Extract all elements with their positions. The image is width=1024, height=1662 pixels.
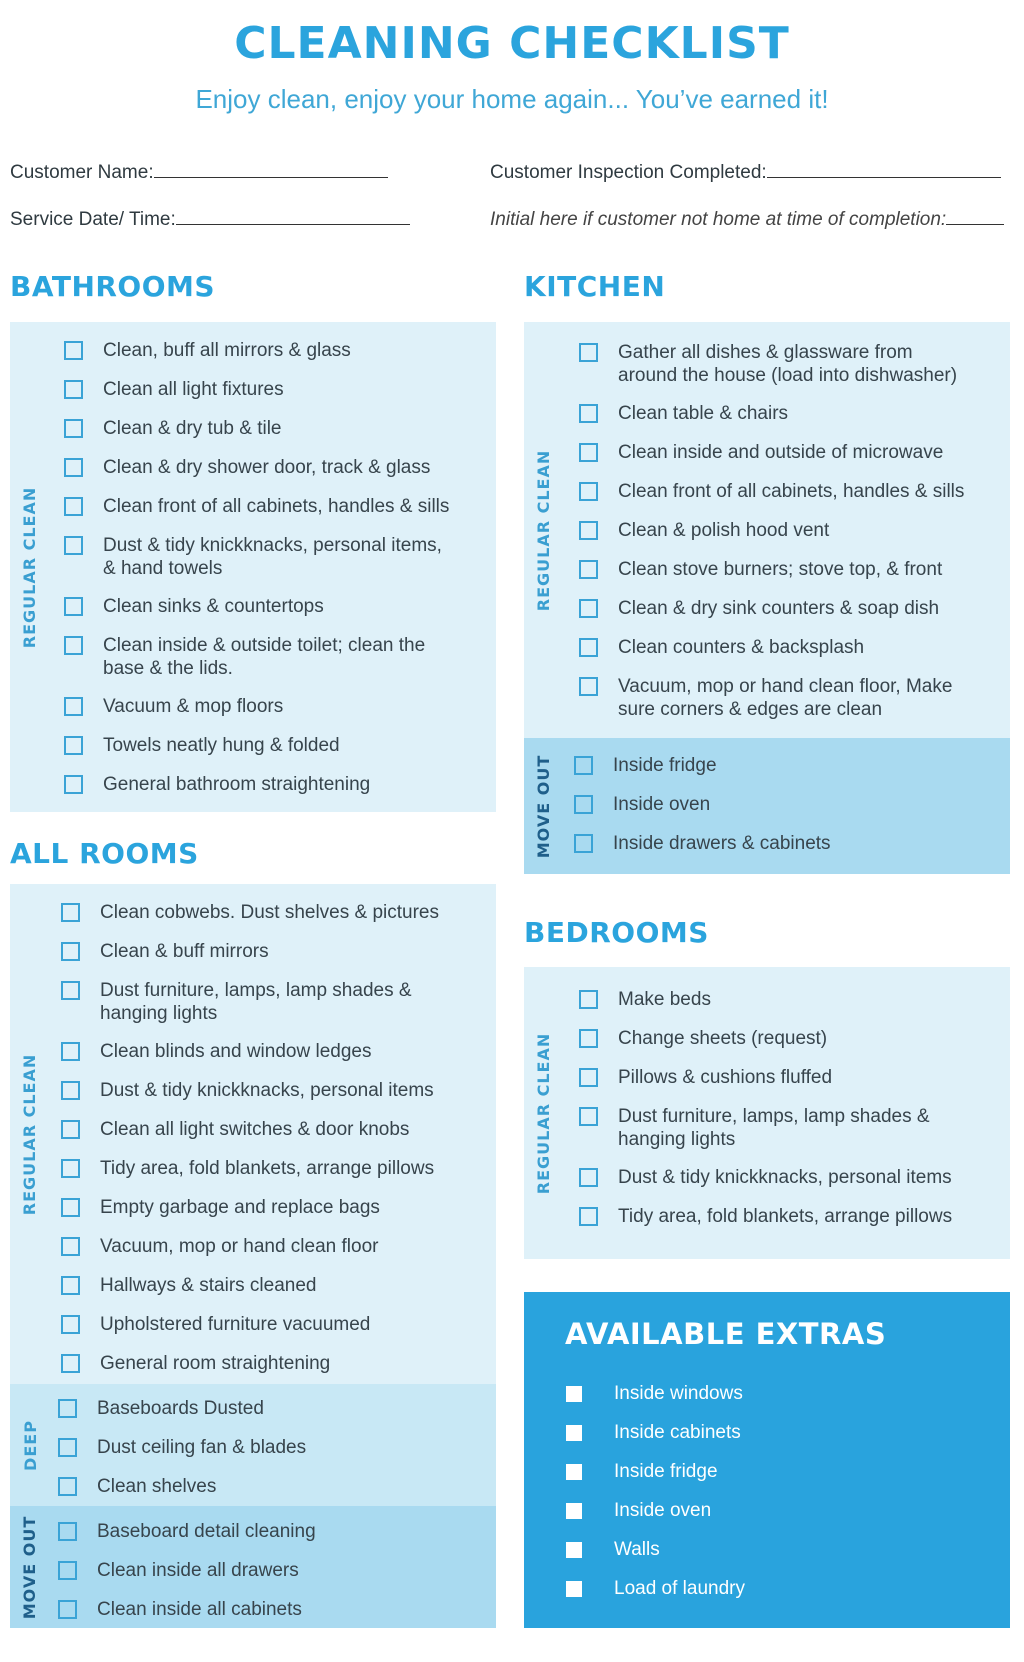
- all-rooms-deep-item-label: Baseboards Dusted: [97, 1398, 264, 1419]
- all-rooms-deep-item[interactable]: [58, 1475, 216, 1498]
- all-rooms-regular-item[interactable]: [61, 1235, 378, 1258]
- checkbox-icon[interactable]: [58, 1561, 77, 1580]
- checkbox-icon[interactable]: [579, 638, 598, 657]
- kitchen-moveout-item[interactable]: [574, 793, 710, 816]
- all-rooms-regular-item[interactable]: [61, 979, 412, 1025]
- kitchen-regular-item-label: Clean inside and outside of microwave: [618, 442, 944, 463]
- all-rooms-deep-item-label: Clean shelves: [97, 1476, 217, 1497]
- checkbox-icon[interactable]: [566, 1581, 582, 1597]
- all-rooms-regular-item-label: Dust furniture, lamps, lamp shades & hanging lights: [100, 980, 412, 1024]
- bedrooms-regular-item[interactable]: [579, 988, 711, 1011]
- checkbox-icon[interactable]: [579, 599, 598, 618]
- checkbox-icon[interactable]: [58, 1438, 77, 1457]
- bedrooms-regular-label: REGULAR CLEAN: [534, 1032, 554, 1194]
- bathrooms-regular-item[interactable]: [64, 417, 281, 440]
- bathrooms-regular-item-label: Clean all light fixtures: [103, 379, 284, 400]
- bathrooms-regular-item-label: Clean & dry tub & tile: [103, 418, 282, 439]
- checkbox-icon[interactable]: [579, 677, 598, 696]
- all-rooms-deep-item-label: Dust ceiling fan & blades: [97, 1437, 307, 1458]
- kitchen-regular-item-label: Clean stove burners; stove top, & front: [618, 559, 943, 580]
- checkbox-icon[interactable]: [579, 443, 598, 462]
- checkbox-icon[interactable]: [579, 1029, 598, 1048]
- checkbox-icon[interactable]: [579, 1168, 598, 1187]
- initial-label: Initial here if customer not home at time of completion:: [490, 209, 947, 230]
- bathrooms-regular-item[interactable]: [64, 339, 351, 362]
- bedrooms-regular-item-label: Make beds: [618, 989, 711, 1010]
- customer-name-line[interactable]: [154, 162, 388, 178]
- all-rooms-moveout-item-label: Clean inside all cabinets: [97, 1599, 302, 1620]
- checkbox-icon[interactable]: [58, 1477, 77, 1496]
- kitchen-moveout-label: MOVE OUT: [534, 754, 554, 858]
- bathrooms-regular-item-label: Dust & tidy knickknacks, personal items, & hand towels: [103, 535, 442, 579]
- kitchen-regular-item[interactable]: [579, 341, 957, 387]
- kitchen-regular-item-label: Clean front of all cabinets, handles & sills: [618, 481, 965, 502]
- all-rooms-regular-item-label: Upholstered furniture vacuumed: [100, 1314, 371, 1335]
- checkbox-icon[interactable]: [566, 1386, 582, 1402]
- checkbox-icon[interactable]: [574, 834, 593, 853]
- bathrooms-regular-item-label: Clean inside & outside toilet; clean the base & the lids.: [103, 635, 426, 679]
- kitchen-regular-item[interactable]: [579, 480, 964, 503]
- checkbox-icon[interactable]: [64, 419, 83, 438]
- checkbox-icon[interactable]: [566, 1503, 582, 1519]
- checkbox-icon[interactable]: [61, 1198, 80, 1217]
- checkbox-icon[interactable]: [579, 990, 598, 1009]
- all-rooms-regular-item-label: Clean & buff mirrors: [100, 941, 269, 962]
- checkbox-icon[interactable]: [566, 1542, 582, 1558]
- bedrooms-regular-item[interactable]: [579, 1027, 827, 1050]
- checkbox-icon[interactable]: [61, 1276, 80, 1295]
- all-rooms-regular-item-label: Hallways & stairs cleaned: [100, 1275, 317, 1296]
- all-rooms-regular-item[interactable]: [61, 940, 269, 963]
- kitchen-regular-item-label: Clean & dry sink counters & soap dish: [618, 598, 940, 619]
- checkbox-icon[interactable]: [64, 536, 83, 555]
- all-rooms-regular-item-label: Tidy area, fold blankets, arrange pillows: [100, 1158, 435, 1179]
- all-rooms-regular-item[interactable]: [61, 901, 439, 924]
- bedrooms-regular-item[interactable]: [579, 1105, 930, 1151]
- checkbox-icon[interactable]: [64, 458, 83, 477]
- kitchen-regular-item[interactable]: [579, 675, 952, 721]
- initial-field[interactable]: [490, 209, 1004, 231]
- checkbox-icon[interactable]: [64, 380, 83, 399]
- service-date-field[interactable]: [10, 209, 410, 231]
- bedrooms-regular-item[interactable]: [579, 1205, 952, 1228]
- all-rooms-moveout-item[interactable]: [58, 1598, 302, 1621]
- checkbox-icon[interactable]: [579, 1107, 598, 1126]
- bathrooms-regular-item[interactable]: [64, 695, 283, 718]
- bedrooms-regular-item[interactable]: [579, 1066, 832, 1089]
- checkbox-icon[interactable]: [61, 981, 80, 1000]
- extras-item-label: Inside oven: [614, 1500, 712, 1521]
- bathrooms-regular-item-label: Vacuum & mop floors: [103, 696, 284, 717]
- extras-title: AVAILABLE EXTRAS: [565, 1317, 887, 1351]
- all-rooms-regular-item-label: Vacuum, mop or hand clean floor: [100, 1236, 379, 1257]
- all-rooms-deep-label: DEEP: [20, 1419, 40, 1471]
- all-rooms-regular-item[interactable]: [61, 1118, 409, 1141]
- initial-line[interactable]: [946, 209, 1004, 225]
- all-rooms-regular-item[interactable]: [61, 1313, 370, 1336]
- extras-item-label: Inside windows: [614, 1383, 743, 1404]
- kitchen-moveout-item-label: Inside oven: [613, 794, 711, 815]
- bathrooms-title: BATHROOMS: [10, 270, 216, 303]
- kitchen-regular-item-label: Clean & polish hood vent: [618, 520, 830, 541]
- all-rooms-moveout-item[interactable]: [58, 1559, 299, 1582]
- bedrooms-regular-item-label: Change sheets (request): [618, 1028, 828, 1049]
- extras-item-label: Inside cabinets: [614, 1422, 741, 1443]
- extras-item[interactable]: [566, 1383, 743, 1405]
- bathrooms-regular-item-label: Towels neatly hung & folded: [103, 735, 340, 756]
- all-rooms-regular-item-label: Dust & tidy knickknacks, personal items: [100, 1080, 434, 1101]
- all-rooms-regular-item[interactable]: [61, 1040, 371, 1063]
- page-subtitle: Enjoy clean, enjoy your home again... You’ve earned it!: [195, 84, 829, 114]
- checkbox-icon[interactable]: [58, 1399, 77, 1418]
- checkbox-icon[interactable]: [61, 1354, 80, 1373]
- kitchen-title: KITCHEN: [524, 270, 666, 303]
- all-rooms-regular-item[interactable]: [61, 1274, 316, 1297]
- bedrooms-regular-item-label: Tidy area, fold blankets, arrange pillows: [618, 1206, 953, 1227]
- checkbox-icon[interactable]: [64, 341, 83, 360]
- extras-item[interactable]: [566, 1461, 718, 1483]
- checkbox-icon[interactable]: [579, 1068, 598, 1087]
- checkbox-icon[interactable]: [64, 597, 83, 616]
- checkbox-icon[interactable]: [64, 497, 83, 516]
- kitchen-moveout-item[interactable]: [574, 754, 717, 777]
- checkbox-icon[interactable]: [64, 736, 83, 755]
- kitchen-regular-item[interactable]: [579, 597, 939, 620]
- checkbox-icon[interactable]: [64, 775, 83, 794]
- extras-item-label: Walls: [614, 1539, 660, 1560]
- kitchen-regular-item-label: Clean table & chairs: [618, 403, 789, 424]
- bedrooms-regular-item-label: Pillows & cushions fluffed: [618, 1067, 833, 1088]
- service-date-label: Service Date/ Time:: [10, 209, 176, 230]
- checkbox-icon[interactable]: [61, 1081, 80, 1100]
- customer-name-label: Customer Name:: [10, 162, 154, 183]
- checkbox-icon[interactable]: [61, 1120, 80, 1139]
- bedrooms-regular-item-label: Dust furniture, lamps, lamp shades & hanging lights: [618, 1106, 930, 1150]
- kitchen-regular-item[interactable]: [579, 519, 829, 542]
- kitchen-moveout-item-label: Inside fridge: [613, 755, 717, 776]
- service-date-line[interactable]: [176, 209, 410, 225]
- kitchen-moveout-item[interactable]: [574, 832, 831, 855]
- customer-name-field[interactable]: [10, 162, 388, 184]
- all-rooms-regular-item-label: Clean cobwebs. Dust shelves & pictures: [100, 902, 439, 923]
- extras-item-label: Inside fridge: [614, 1461, 718, 1482]
- checkbox-icon[interactable]: [579, 521, 598, 540]
- checkbox-icon[interactable]: [61, 1315, 80, 1334]
- checkbox-icon[interactable]: [574, 756, 593, 775]
- kitchen-moveout-item-label: Inside drawers & cabinets: [613, 833, 831, 854]
- checkbox-icon[interactable]: [574, 795, 593, 814]
- extras-item-label: Load of laundry: [614, 1578, 745, 1599]
- checkbox-icon[interactable]: [579, 482, 598, 501]
- all-rooms-regular-item-label: Empty garbage and replace bags: [100, 1197, 380, 1218]
- checkbox-icon[interactable]: [61, 1237, 80, 1256]
- kitchen-regular-item[interactable]: [579, 636, 864, 659]
- inspection-line[interactable]: [767, 162, 1001, 178]
- checkbox-icon[interactable]: [566, 1425, 582, 1441]
- extras-item[interactable]: [566, 1500, 711, 1522]
- all-rooms-regular-item[interactable]: [61, 1157, 434, 1180]
- checkbox-icon[interactable]: [58, 1600, 77, 1619]
- bathrooms-regular-item-label: General bathroom straightening: [103, 774, 371, 795]
- all-rooms-regular-item[interactable]: [61, 1079, 434, 1102]
- bathrooms-regular-item-label: Clean & dry shower door, track & glass: [103, 457, 431, 478]
- all-rooms-title: ALL ROOMS: [10, 837, 199, 870]
- kitchen-regular-item-label: Clean counters & backsplash: [618, 637, 865, 658]
- kitchen-regular-item[interactable]: [579, 441, 943, 464]
- bathrooms-regular-item[interactable]: [64, 495, 449, 518]
- all-rooms-regular-item-label: General room straightening: [100, 1353, 331, 1374]
- bedrooms-title: BEDROOMS: [524, 916, 709, 949]
- checkbox-icon[interactable]: [579, 404, 598, 423]
- bathrooms-regular-item[interactable]: [64, 734, 340, 757]
- extras-item[interactable]: [566, 1539, 660, 1561]
- bathrooms-regular-item-label: Clean, buff all mirrors & glass: [103, 340, 351, 361]
- checkbox-icon[interactable]: [64, 636, 83, 655]
- checkbox-icon[interactable]: [566, 1464, 582, 1480]
- bedrooms-regular-item-label: Dust & tidy knickknacks, personal items: [618, 1167, 952, 1188]
- checkbox-icon[interactable]: [64, 697, 83, 716]
- all-rooms-moveout-item-label: Clean inside all drawers: [97, 1560, 299, 1581]
- checkbox-icon[interactable]: [579, 343, 598, 362]
- checkbox-icon[interactable]: [61, 903, 80, 922]
- page-title: CLEANING CHECKLIST: [234, 18, 790, 69]
- checkbox-icon[interactable]: [58, 1522, 77, 1541]
- inspection-field[interactable]: [490, 162, 1001, 184]
- checkbox-icon[interactable]: [579, 560, 598, 579]
- bathrooms-regular-label: REGULAR CLEAN: [20, 486, 40, 648]
- bathrooms-regular-item-label: Clean sinks & countertops: [103, 596, 324, 617]
- bathrooms-regular-item[interactable]: [64, 456, 430, 479]
- bathrooms-regular-item[interactable]: [64, 773, 370, 796]
- bathrooms-regular-item-label: Clean front of all cabinets, handles & sills: [103, 496, 450, 517]
- checkbox-icon[interactable]: [61, 1042, 80, 1061]
- extras-item[interactable]: [566, 1578, 745, 1600]
- kitchen-regular-label: REGULAR CLEAN: [534, 449, 554, 611]
- kitchen-regular-item-label: Gather all dishes & glassware from around the house (load into dishwasher): [618, 342, 958, 386]
- all-rooms-moveout-item[interactable]: [58, 1520, 316, 1543]
- bathrooms-regular-item[interactable]: [64, 534, 442, 580]
- all-rooms-regular-label: REGULAR CLEAN: [20, 1053, 40, 1215]
- all-rooms-deep-item[interactable]: [58, 1436, 306, 1459]
- kitchen-regular-item[interactable]: [579, 558, 942, 581]
- all-rooms-moveout-label: MOVE OUT: [20, 1515, 40, 1619]
- all-rooms-regular-item[interactable]: [61, 1352, 330, 1375]
- bathrooms-regular-item[interactable]: [64, 595, 324, 618]
- checkbox-icon[interactable]: [61, 1159, 80, 1178]
- all-rooms-regular-item-label: Clean all light switches & door knobs: [100, 1119, 410, 1140]
- all-rooms-regular-item-label: Clean blinds and window ledges: [100, 1041, 372, 1062]
- all-rooms-moveout-item-label: Baseboard detail cleaning: [97, 1521, 316, 1542]
- bedrooms-regular-item[interactable]: [579, 1166, 952, 1189]
- bathrooms-regular-item[interactable]: [64, 378, 284, 401]
- all-rooms-deep-item[interactable]: [58, 1397, 264, 1420]
- inspection-label: Customer Inspection Completed:: [490, 162, 767, 183]
- extras-item[interactable]: [566, 1422, 741, 1444]
- bathrooms-regular-item[interactable]: [64, 634, 425, 680]
- kitchen-regular-item-label: Vacuum, mop or hand clean floor, Make sure corners & edges are clean: [618, 676, 953, 720]
- checkbox-icon[interactable]: [61, 942, 80, 961]
- checkbox-icon[interactable]: [579, 1207, 598, 1226]
- all-rooms-regular-item[interactable]: [61, 1196, 380, 1219]
- kitchen-regular-item[interactable]: [579, 402, 788, 425]
